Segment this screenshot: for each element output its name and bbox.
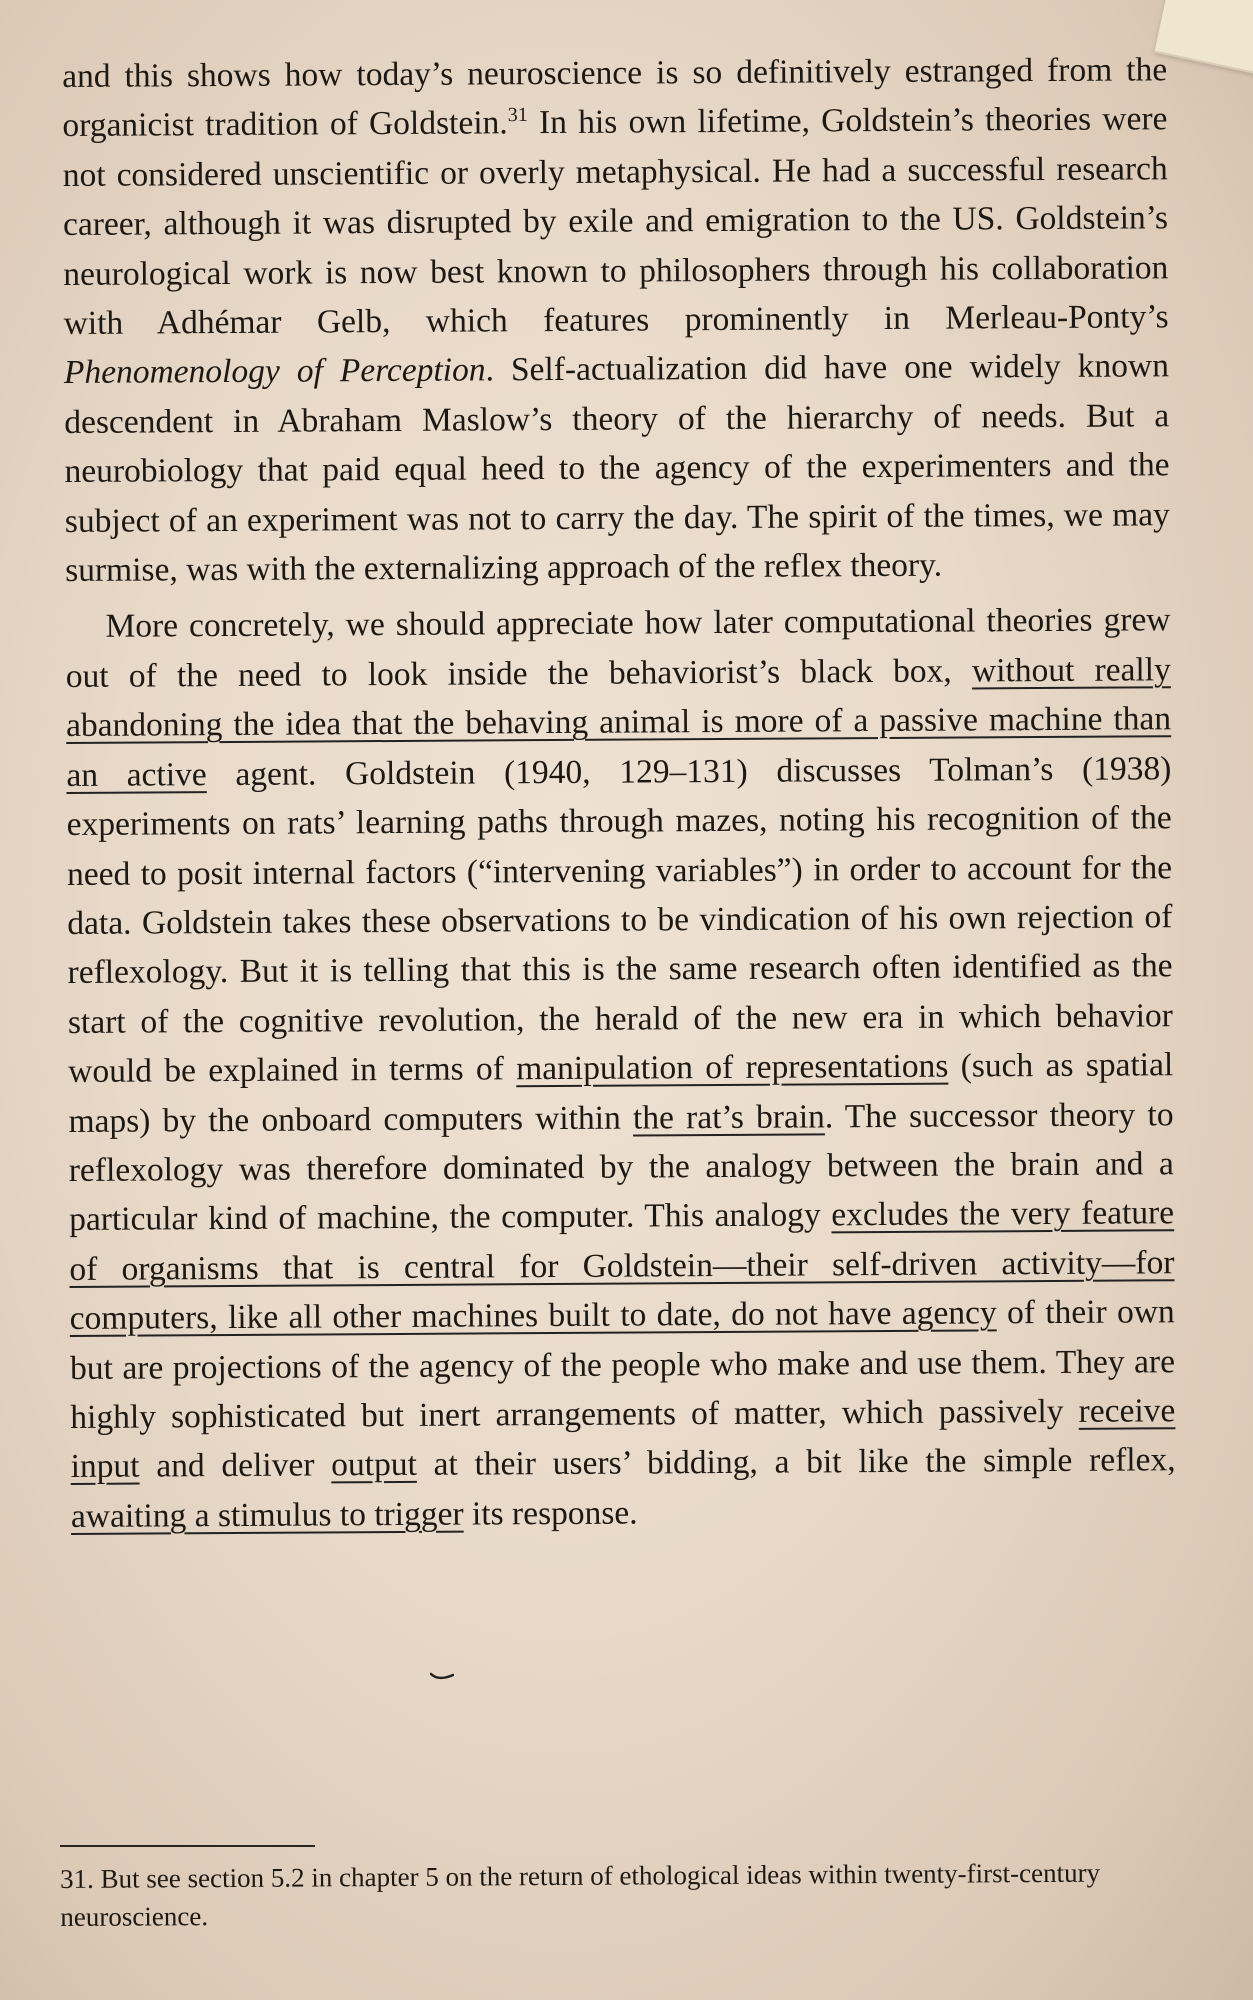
footnote-divider — [60, 1845, 315, 1847]
sticky-note-corner — [1154, 0, 1253, 79]
handwritten-underline-7: awaiting a stimulus to trigger — [70, 1495, 464, 1535]
footnote-text: But see section 5.2 in chapter 5 on the return of ethological ideas within twenty-first-century neuroscience. — [60, 1857, 1101, 1932]
handwritten-underline-6: output — [331, 1446, 417, 1484]
handwritten-underline-4: excludes the very feature of organisms that is central for Goldstein—their self-driven activity—for computers, like all other machines built to date, do not have agency — [69, 1194, 1175, 1338]
handwritten-underline-1: without really abandoning the idea that the behaving animal is more of a passive machine than an active — [66, 651, 1172, 794]
handwritten-underline-3: the rat’s brain — [632, 1097, 825, 1137]
book-title: Phenomenology of Perception — [63, 351, 486, 392]
pen-mark — [430, 1672, 454, 1680]
footnote-number: 31. — [60, 1863, 94, 1894]
paragraph-1: and this shows how today’s neuroscience is so definitively estranged from the organicist tradition of Goldstein.$^{31}$ In his own lifetime, Goldstein’s theories were not considered unscientific or overly metaphysical. He had a successful research career, although it was disrupted by exile and emigration to the US. Goldstein’s neurological work is now best known to philosophers through his collaboration with Adhémar Gelb, which features prominently in Merleau-Ponty’s Phenomenology of Perception. Self-actualization did have one widely known descendent in Abraham Maslow’s theory of the hierarchy of needs. But a neurobiology that paid equal heed to the agency of the experimenters and the subject of an experiment was not to carry the day. The spirit of the times, we may surmise, was with the externalizing approach of the reflex theory. — [62, 51, 1170, 590]
handwritten-underline-5: receive input — [70, 1392, 1176, 1486]
handwritten-underline-2: manipulation of representations — [516, 1047, 949, 1088]
body-text — [62, 45, 1176, 1541]
footnote-reference[interactable]: 31 — [507, 104, 528, 127]
footnote-31 — [60, 1853, 1170, 1936]
paragraph-2: More concretely, we should appreciate how later computational theories grew out of the need to look inside the behaviorist’s black box, without really abandoning the idea that the behaving animal is more of a passive machine than an active agent. Goldstein (1940, 129–131) discusses Tolman’s (1938) experiments on rats’ learning paths through mazes, noting his recognition of the need to posit internal factors (“intervening variables”) in order to account for the data. Goldstein takes these observations to be vindication of his own rejection of reflexology. But it is telling that this is the same research often identified as the start of the cognitive revolution, the herald of the new era in which behavior would be explained in terms of manipulation of representations (such as spatial maps) by the onboard computers within the rat’s brain. The successor theory to reflexology was therefore dominated by the analogy between the brain and a particular kind of machine, the computer. This analogy excludes the very feature of organisms that is central for Goldstein—their self-driven activity—for computers, like all other machines built to date, do not have agency of their own but are projections of the agency of the people who make and use them. They are highly sophisticated but inert arrangements of matter, which passively receive input and deliver output at their users’ bidding, a bit like the simple reflex, awaiting a stimulus to trigger its response. — [65, 601, 1176, 1535]
